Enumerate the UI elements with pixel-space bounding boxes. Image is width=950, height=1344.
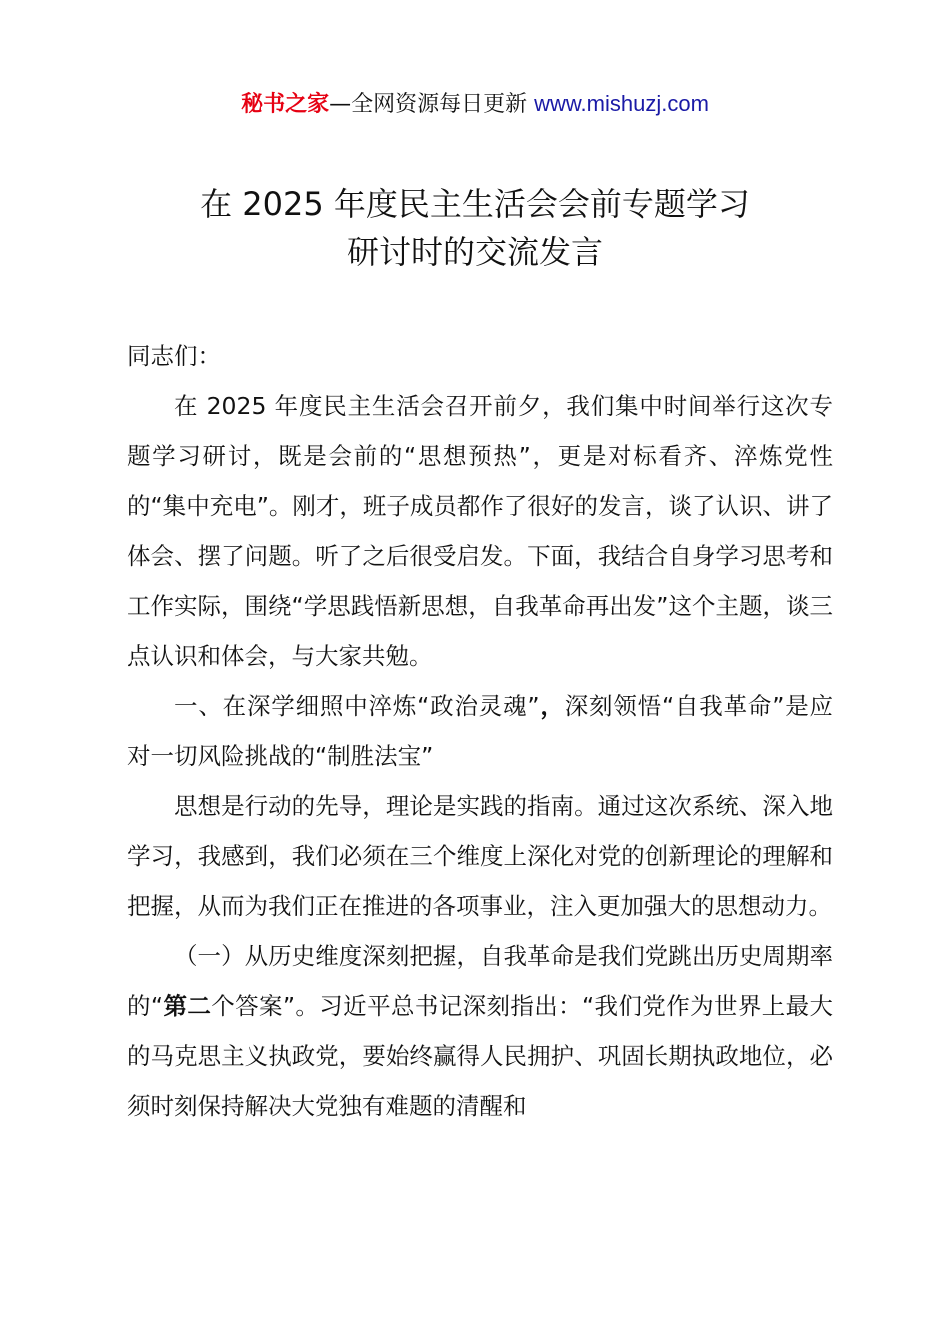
title-line-1: 在 2025 年度民主生活会会前专题学习 (200, 185, 750, 223)
section-heading-1-part1: 一、在深学细照中淬炼“政治灵魂” (174, 692, 540, 720)
section-heading-1-part2: 深刻领悟“自我革命”是应对一切风险挑战的“制胜法宝” (127, 692, 834, 770)
source-header (0, 88, 950, 121)
paragraph-intro: 在 2025 年度民主生活会召开前夕，我们集中时间举行这次专题学习研讨，既是会前的“思想预热”，更是对标看齐、淬炼党性的“集中充电”。刚才，班子成员都作了很好的发言，谈了认识、讲了体会、摆了问题。听了之后很受启发。下面，我结合自身学习思考和工作实际，围绕“学思践悟新思想，自我革命再出发”这个主题，谈三点认识和体会，与大家共勉。 (127, 392, 833, 670)
greeting: 同志们： (127, 342, 221, 370)
paragraph-history (127, 931, 833, 1131)
paragraph-history-part1: （一）从历史维度深刻把握，自我革命是我们党跳出历史周期率的“ (127, 942, 833, 1020)
paragraph-history-emphasis: 第二 (163, 992, 212, 1020)
document-title (0, 180, 950, 276)
header-slogan: —全网资源每日更新 (329, 92, 535, 117)
section-heading-1-comma: ， (539, 692, 565, 720)
paragraph-history-part2: 个答案”。习近平总书记深刻指出：“我们党作为世界上最大的马克思主义执政党，要始终赢得人民拥护、巩固长期执政地位，必须时刻保持解决大党独有难题的清醒和 (127, 992, 833, 1120)
title-line-2: 研讨时的交流发言 (346, 233, 603, 271)
section-heading-1 (127, 681, 833, 781)
document-body (127, 331, 833, 1131)
brand-name: 秘书之家 (241, 92, 330, 117)
website-link[interactable]: www.mishuzj.com (534, 91, 709, 116)
paragraph-thought: 思想是行动的先导，理论是实践的指南。通过这次系统、深入地学习，我感到，我们必须在三个维度上深化对党的创新理论的理解和把握，从而为我们正在推进的各项事业，注入更加强大的思想动力。 (127, 792, 833, 920)
